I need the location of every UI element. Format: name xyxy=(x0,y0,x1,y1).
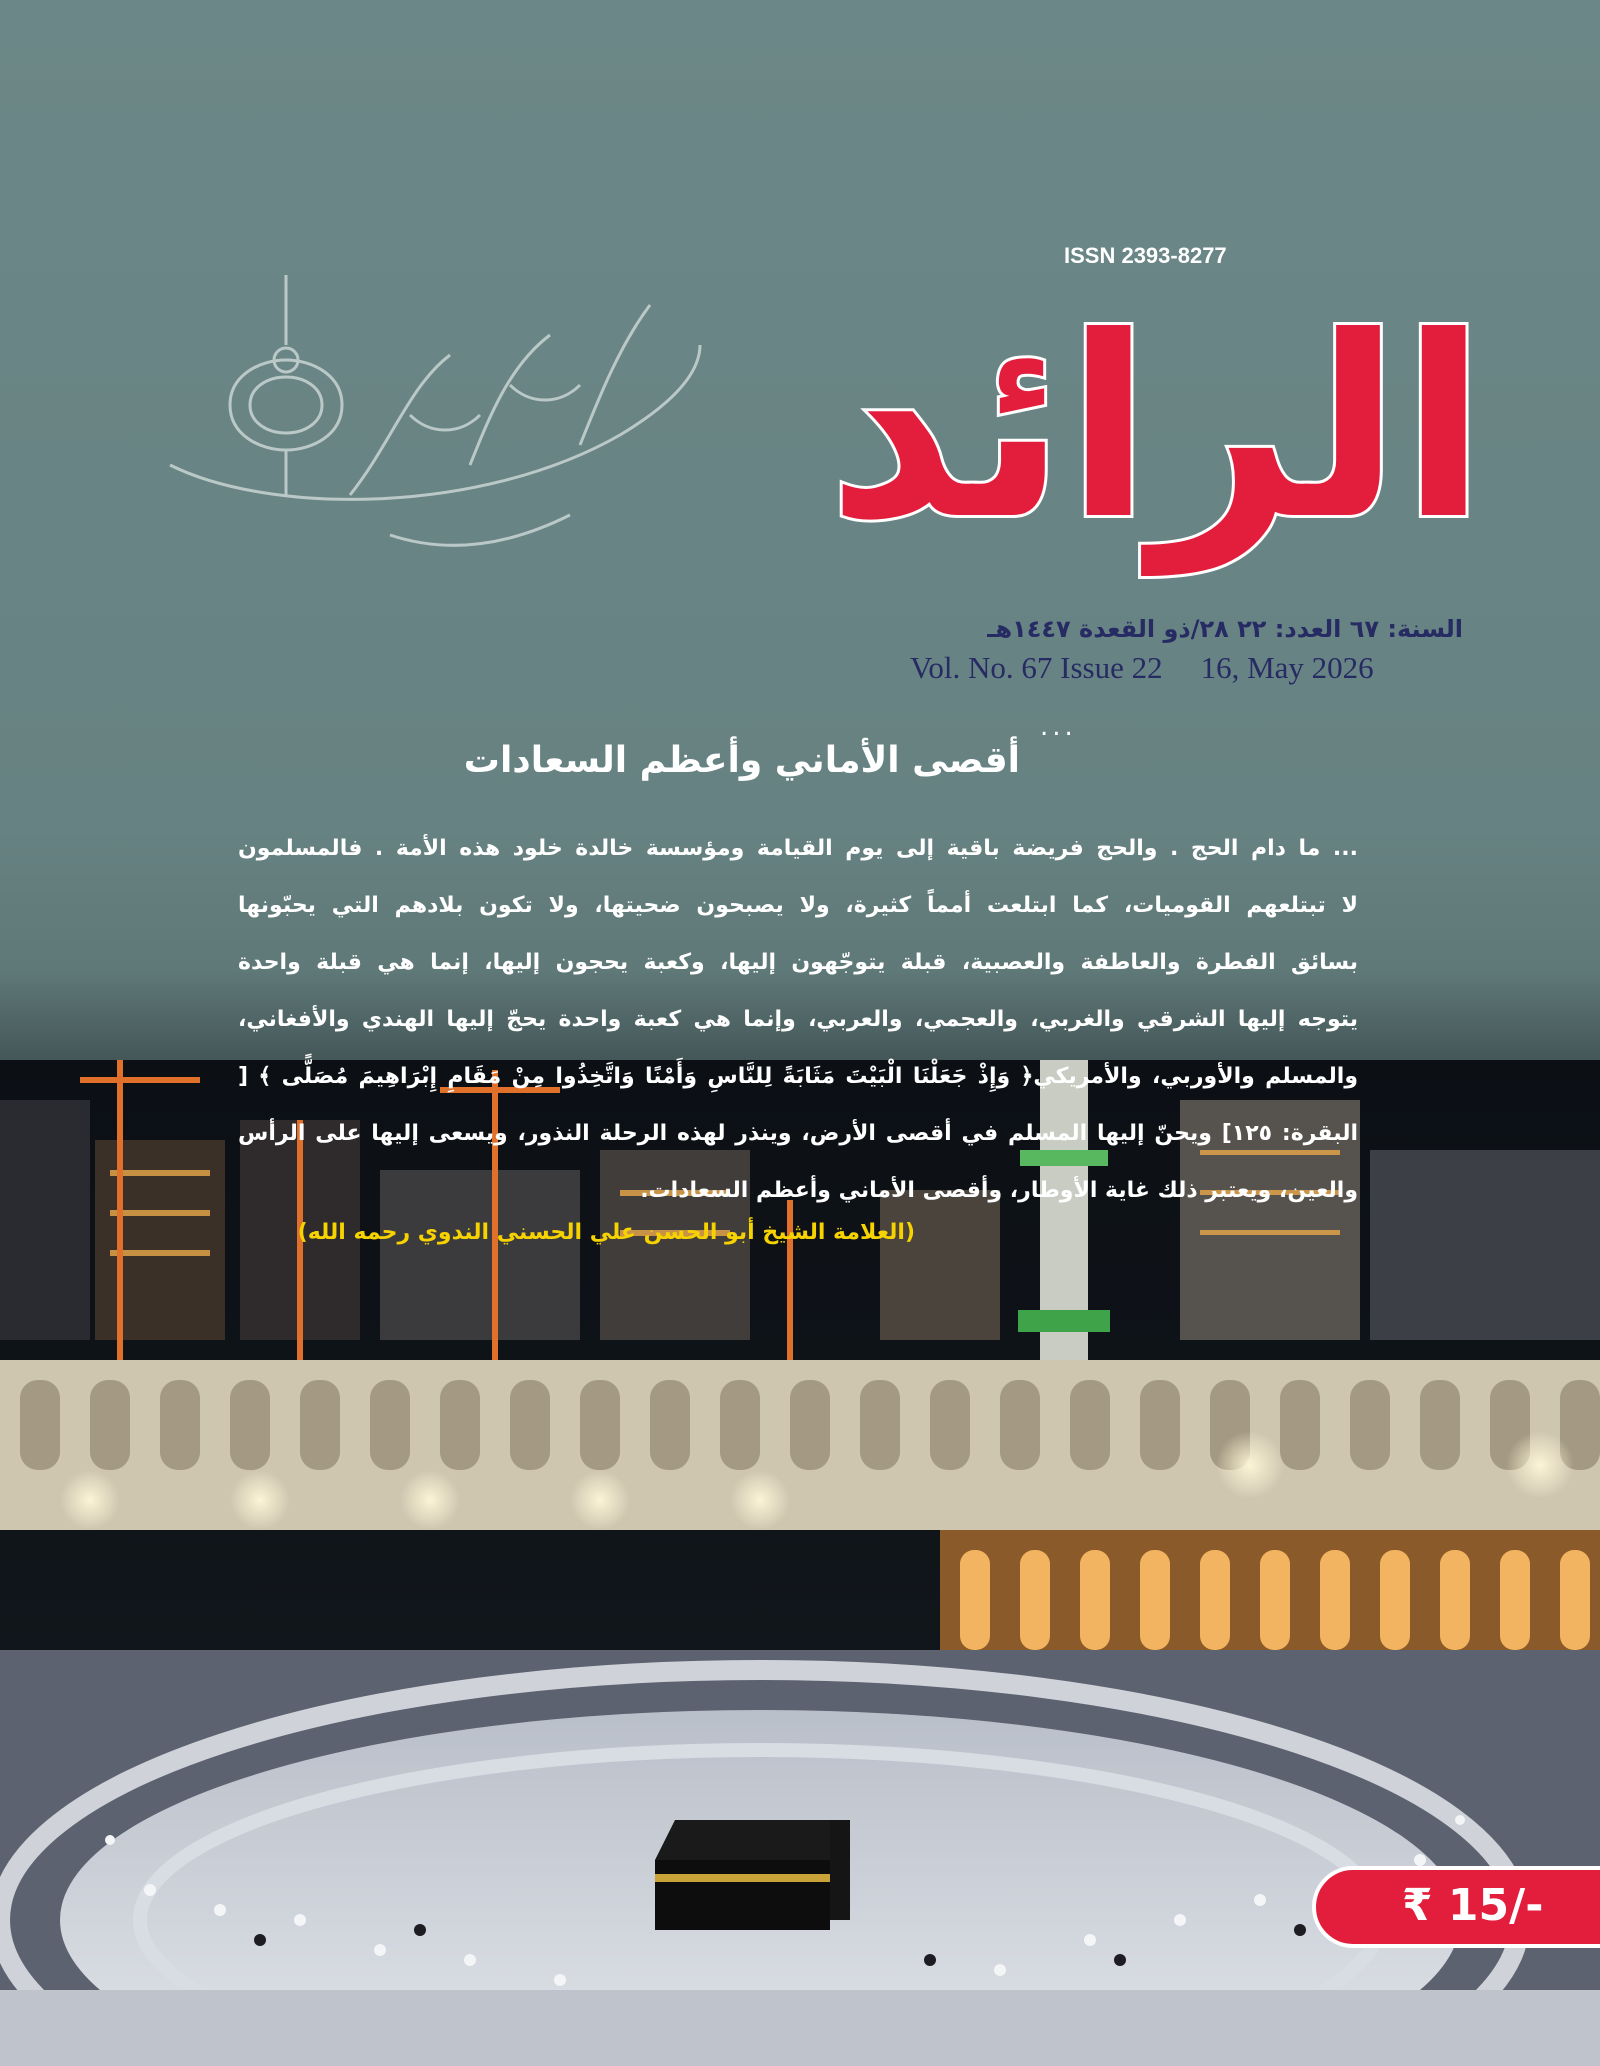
article-line: بسائق الفطرة والعاطفة والعصبية، قبلة يتوجّهون إليها، وكعبة يحجون إليها، إنما هي قبلة واحدة xyxy=(238,950,1358,975)
article-line: والمسلم والأوربي، والأمريكي﴿ وَإِذْ جَعَلْنَا الْبَيْتَ مَثَابَةً لِلنَّاسِ وَأَمْنًا وَاتَّخِذُوا مِنْ مَقَامِ إِبْرَاهِيمَ مُصَلًّى ﴾ [ xyxy=(238,1064,1358,1089)
article-author: (العلامة الشيخ أبو الحسن علي الحسني الندوي رحمه الله) xyxy=(297,1220,915,1245)
volume-issue-label: Vol. No. 67 Issue 22 xyxy=(910,650,1163,685)
article-line: لا تبتلعهم القوميات، كما ابتلعت أمماً كثيرة، ولا يصبحون ضحيتها، ولا تكون بلادهم التي يحبّونها xyxy=(238,893,1358,918)
volume-date-line xyxy=(910,650,1430,686)
article-line: البقرة: ١٢٥] ويحنّ إليها المسلم في أقصى الأرض، وينذر لهذه الرحلة النذور، ويسعى إليها على الرأس xyxy=(238,1121,1358,1146)
article-line: ... ما دام الحج . والحج فريضة باقية إلى يوم القيامة ومؤسسة خالدة خلود هذه الأمة . فالمسلمون xyxy=(238,836,1358,861)
issue-date: 16, May 2026 xyxy=(1200,650,1374,685)
hajj-calligraphy-emblem xyxy=(150,265,720,595)
article-line: يتوجه إليها الشرقي والغربي، والعجمي، والعربي، وإنما هي كعبة واحدة يحجّ إليها الهندي والأفغاني، xyxy=(238,1007,1358,1032)
headline-ellipsis: ... xyxy=(1040,712,1077,742)
article-headline: أقصى الأماني وأعظم السعادات xyxy=(463,740,1020,781)
price-label: ₹ 15/- xyxy=(1402,1880,1544,1931)
article-body xyxy=(238,820,1358,1219)
article-line: والعين، ويعتبر ذلك غاية الأوطار، وأقصى الأماني وأعظم السعادات. xyxy=(640,1178,1358,1203)
hijri-issue-line: السنة: ٦٧ العدد: ٢٢ ٢٨/ذو القعدة ١٤٤٧هـ xyxy=(987,615,1463,643)
price-badge xyxy=(1312,1866,1600,1948)
issn-number: ISSN 2393-8277 xyxy=(1064,243,1227,268)
magazine-title-logo: الرائد xyxy=(827,283,1487,574)
